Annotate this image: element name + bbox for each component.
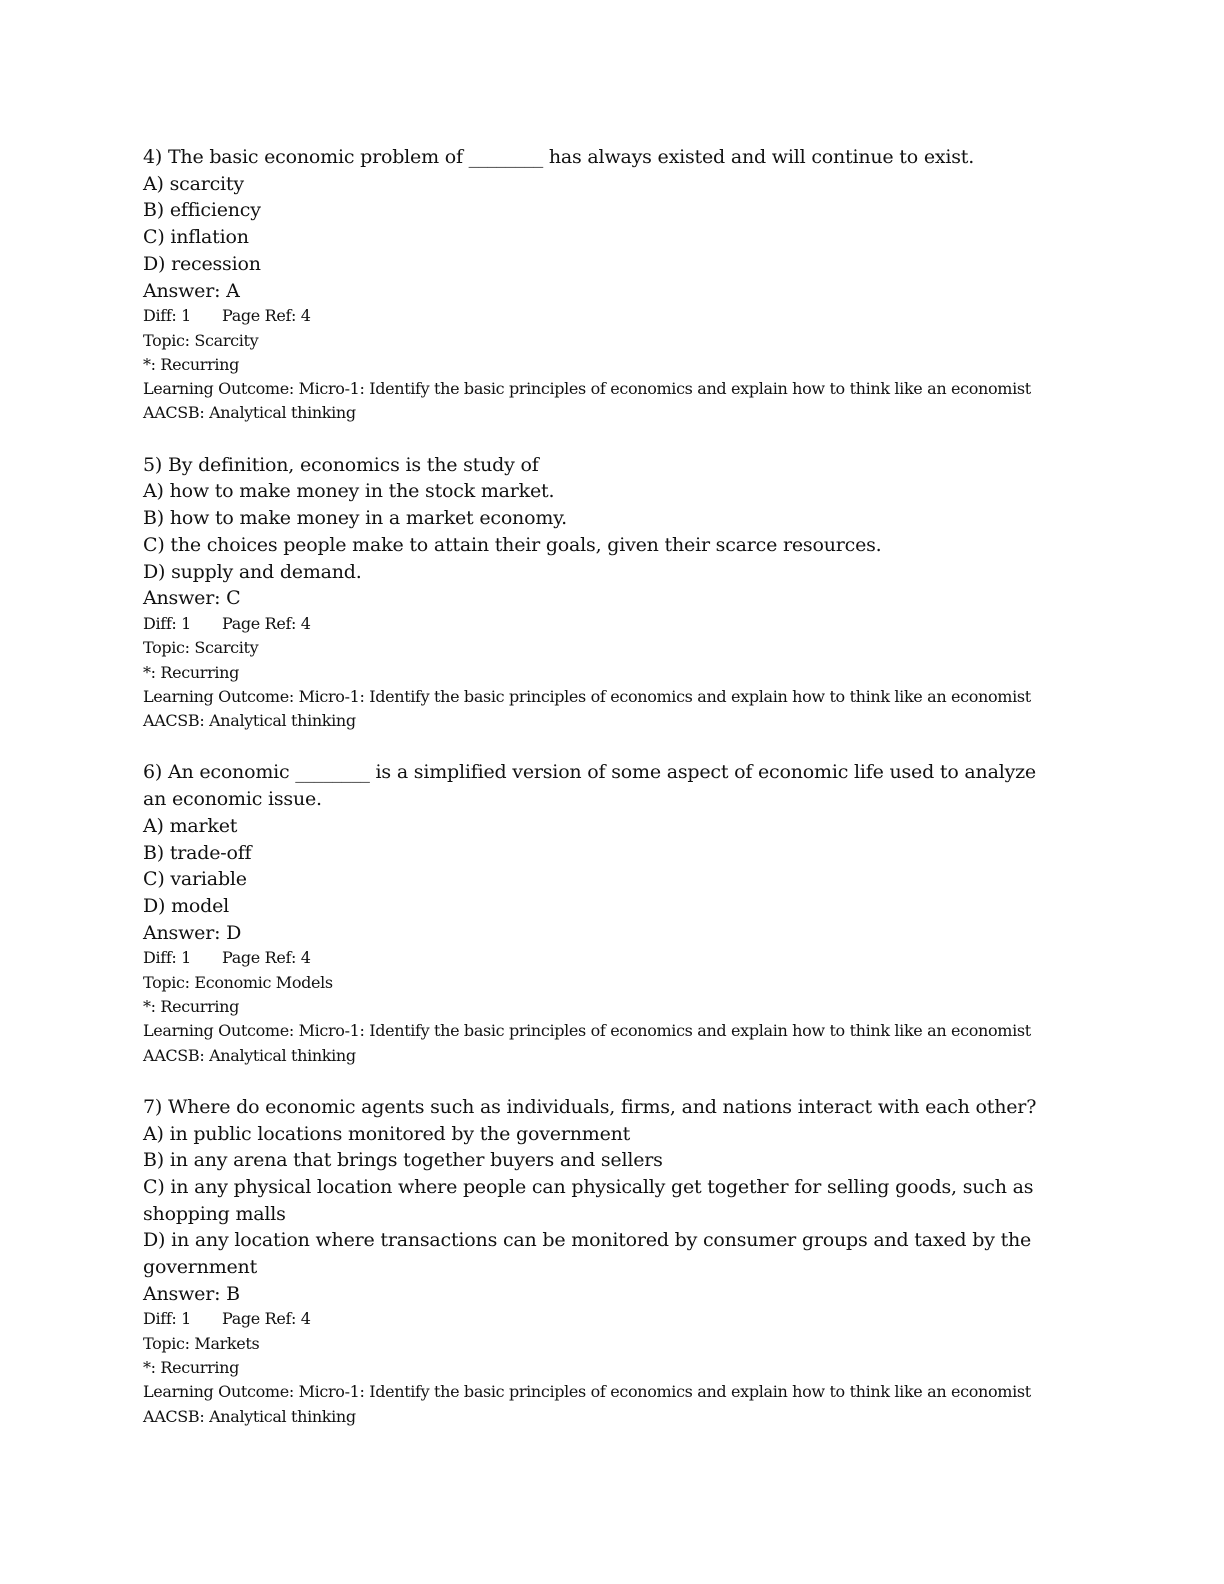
question-7 <box>143 1094 1063 1429</box>
option-b: B) efficiency <box>143 199 261 222</box>
learning-outcome-line: Learning Outcome: Micro-1: Identify the basic principles of economics and explain how to think like an economist <box>143 1021 1031 1041</box>
topic-line: Topic: Economic Models <box>143 972 333 992</box>
page-ref: Page Ref: 4 <box>222 306 311 326</box>
answer-line: Answer: C <box>143 587 241 610</box>
option-a: A) market <box>143 814 238 837</box>
difficulty: Diff: 1 <box>143 1309 191 1329</box>
option-a: A) in public locations monitored by the government <box>143 1122 631 1145</box>
aacsb-line: AACSB: Analytical thinking <box>143 1045 356 1065</box>
aacsb-line: AACSB: Analytical thinking <box>143 711 356 731</box>
topic-line: Topic: Scarcity <box>143 330 259 350</box>
option-b: B) trade-off <box>143 841 252 864</box>
question-6 <box>143 759 1063 1067</box>
topic-line: Topic: Scarcity <box>143 638 259 658</box>
aacsb-line: AACSB: Analytical thinking <box>143 1406 356 1426</box>
option-d: D) in any location where transactions can be monitored by consumer groups and taxed by the government <box>143 1229 1032 1279</box>
page-ref: Page Ref: 4 <box>222 1309 311 1329</box>
difficulty: Diff: 1 <box>143 306 191 326</box>
option-c: C) variable <box>143 868 247 891</box>
option-a: A) how to make money in the stock market. <box>143 480 555 503</box>
learning-outcome-line: Learning Outcome: Micro-1: Identify the basic principles of economics and explain how to think like an economist <box>143 379 1031 399</box>
learning-outcome-line: Learning Outcome: Micro-1: Identify the basic principles of economics and explain how to think like an economist <box>143 686 1031 706</box>
learning-outcome-line: Learning Outcome: Micro-1: Identify the basic principles of economics and explain how to think like an economist <box>143 1382 1031 1402</box>
answer-line: Answer: A <box>143 279 240 302</box>
recurring-line: *: Recurring <box>143 662 240 682</box>
topic-line: Topic: Markets <box>143 1333 260 1353</box>
recurring-line: *: Recurring <box>143 354 240 374</box>
option-c: C) in any physical location where people can physically get together for selling goods, such as shopping malls <box>143 1175 1034 1225</box>
question-stem: 5) By definition, economics is the study of <box>143 453 539 476</box>
difficulty-line <box>143 946 1063 970</box>
option-a: A) scarcity <box>143 172 244 195</box>
question-stem: 4) The basic economic problem of ________ has always existed and will continue to exist. <box>143 146 975 168</box>
option-d: D) model <box>143 894 230 917</box>
answer-line: Answer: D <box>143 921 242 944</box>
difficulty-line <box>143 304 1063 328</box>
document-page <box>143 144 1063 1455</box>
option-c: C) the choices people make to attain their goals, given their scarce resources. <box>143 533 882 556</box>
option-b: B) in any arena that brings together buyers and sellers <box>143 1149 663 1172</box>
difficulty-line <box>143 1307 1063 1331</box>
page-ref: Page Ref: 4 <box>222 948 311 968</box>
question-stem: 7) Where do economic agents such as individuals, firms, and nations interact with each other? <box>143 1095 1037 1118</box>
page-ref: Page Ref: 4 <box>222 613 311 633</box>
option-d: D) supply and demand. <box>143 560 362 583</box>
difficulty: Diff: 1 <box>143 613 191 633</box>
aacsb-line: AACSB: Analytical thinking <box>143 403 356 423</box>
difficulty-line <box>143 612 1063 636</box>
option-d: D) recession <box>143 252 261 275</box>
option-b: B) how to make money in a market economy. <box>143 507 568 530</box>
question-stem: 6) An economic ________ is a simplified version of some aspect of economic life used to analyze an economic issue. <box>143 761 1036 811</box>
difficulty: Diff: 1 <box>143 948 191 968</box>
question-4 <box>143 144 1063 426</box>
recurring-line: *: Recurring <box>143 1358 240 1378</box>
answer-line: Answer: B <box>143 1282 240 1305</box>
recurring-line: *: Recurring <box>143 996 240 1016</box>
option-c: C) inflation <box>143 226 249 249</box>
question-5 <box>143 452 1063 734</box>
